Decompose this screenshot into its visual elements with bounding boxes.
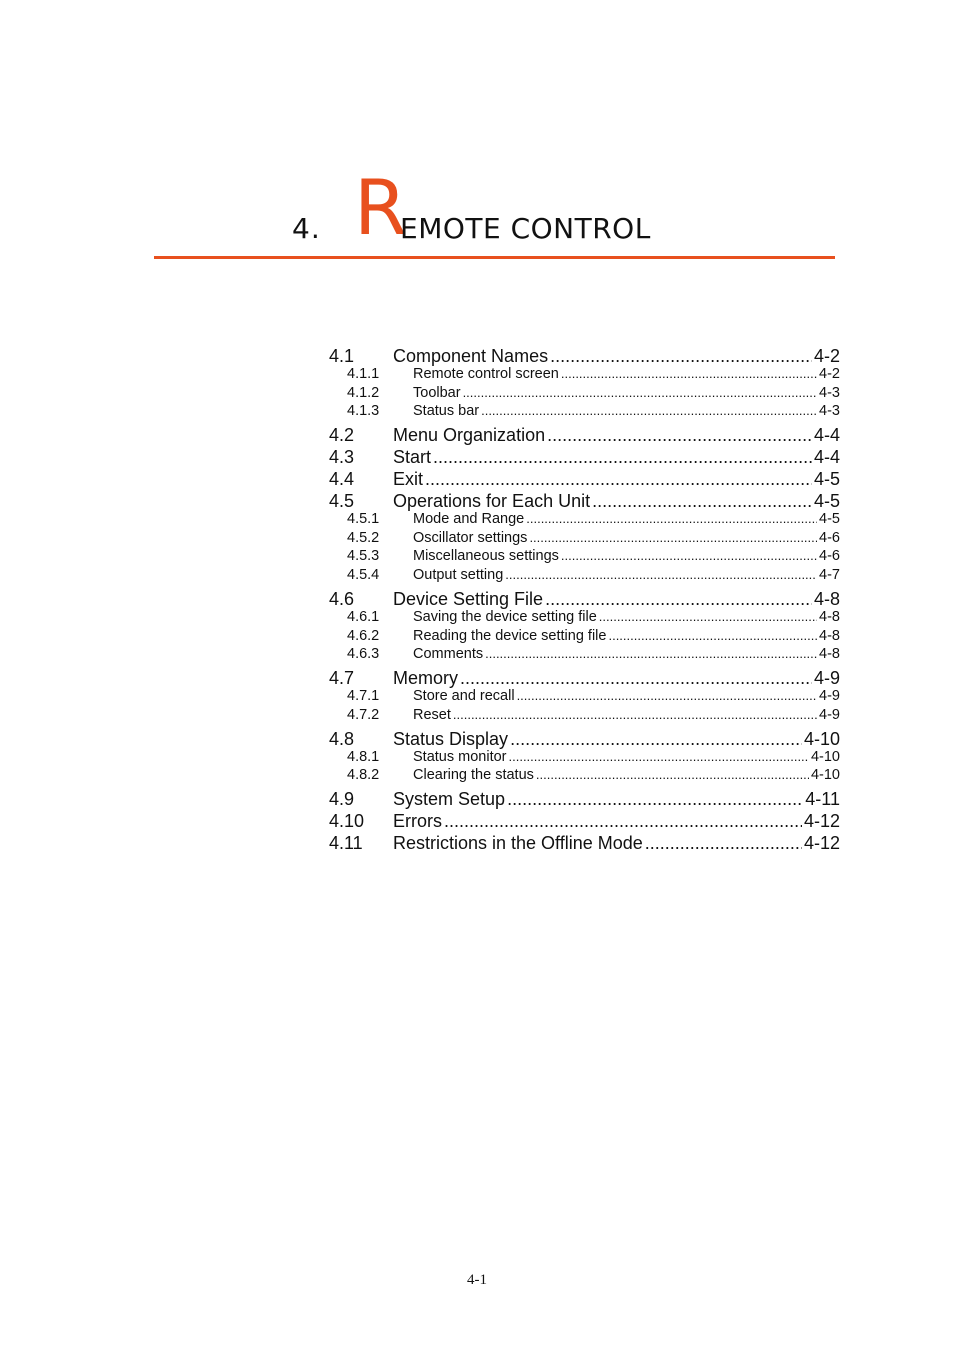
chapter-number: 4. — [292, 212, 321, 245]
toc-entry-number: 4.3 — [329, 447, 355, 468]
toc-entry-number: 4.5.1 — [347, 511, 380, 528]
toc-entry[interactable] — [329, 366, 840, 384]
toc-entry[interactable] — [329, 811, 840, 833]
toc-entry[interactable] — [329, 609, 840, 627]
toc-entry-label: Menu Organization — [393, 425, 546, 446]
toc-entry-label: Start — [393, 447, 432, 468]
toc-leader-dots — [517, 688, 817, 703]
toc-entry-label: Status bar — [413, 403, 480, 420]
toc-leader-dots — [526, 511, 817, 526]
page-number: 4-1 — [467, 1272, 487, 1288]
toc-entry-number: 4.1.2 — [347, 384, 380, 401]
toc-leader-dots — [547, 425, 812, 446]
toc-entry-label: Status Display — [393, 728, 509, 749]
toc-entry-number: 4.7.2 — [347, 706, 380, 723]
toc-leader-dots — [545, 589, 812, 610]
toc-entry[interactable] — [329, 646, 840, 664]
toc-entry-page: 4-11 — [805, 789, 840, 810]
toc-entry-number: 4.2 — [329, 425, 355, 446]
toc-entry-number: 4.4 — [329, 469, 355, 490]
toc-entry-number: 4.7 — [329, 668, 355, 689]
toc-entry-number: 4.6 — [329, 589, 355, 609]
toc-leader-dots — [561, 366, 817, 381]
toc-entry-label: Exit — [393, 469, 424, 490]
toc-entry-label: System Setup — [393, 789, 506, 810]
toc-leader-dots — [510, 729, 802, 750]
toc-entry-label: Store and recall — [413, 688, 515, 705]
toc-entry-number: 4.6.2 — [347, 627, 380, 644]
toc-entry[interactable] — [329, 491, 840, 513]
toc-entry-number: 4.1.1 — [347, 366, 380, 382]
toc-entry-number: 4.7.1 — [347, 688, 380, 705]
toc-entry-page: 4-8 — [819, 627, 840, 644]
toc-entry-page: 4-3 — [819, 384, 840, 401]
toc-entry-page: 4-10 — [810, 767, 840, 784]
toc-leader-dots — [505, 567, 817, 582]
toc-leader-dots — [536, 767, 809, 782]
toc-leader-dots — [425, 469, 812, 490]
toc-entry[interactable] — [329, 668, 840, 690]
toc-leader-dots — [485, 646, 817, 661]
toc-entry-page: 4-8 — [813, 589, 840, 609]
toc-entry[interactable] — [329, 729, 840, 751]
toc-leader-dots — [645, 833, 802, 854]
toc-entry[interactable] — [329, 346, 840, 368]
toc-entry-number: 4.1.3 — [347, 403, 380, 420]
toc-leader-dots — [481, 403, 817, 418]
toc-leader-dots — [453, 707, 817, 722]
toc-entry-number: 4.8.2 — [347, 767, 380, 784]
toc-entry-label: Reading the device setting file — [413, 627, 607, 644]
toc-entry-label: Memory — [393, 668, 459, 689]
toc-entry-label: Miscellaneous settings — [413, 548, 559, 565]
toc-leader-dots — [561, 548, 817, 563]
toc-entry-page: 4-6 — [819, 529, 840, 546]
toc-leader-dots — [433, 447, 812, 468]
toc-entry-page: 4-8 — [819, 646, 840, 663]
toc-entry-label: Errors — [393, 811, 442, 832]
toc-entry-page: 4-5 — [819, 511, 840, 528]
toc-entry-number: 4.5.2 — [347, 529, 380, 546]
toc-entry[interactable] — [329, 767, 840, 785]
toc-leader-dots — [460, 668, 812, 689]
toc-entry-label: Oscillator settings — [413, 529, 528, 546]
toc-entry-page: 4-8 — [819, 609, 840, 625]
toc-entry-label: Comments — [413, 646, 484, 663]
toc-entry[interactable] — [329, 707, 840, 725]
toc-entry[interactable] — [329, 749, 840, 767]
toc-entry-page: 4-2 — [819, 366, 840, 382]
toc-leader-dots — [444, 811, 802, 832]
toc-entry-page: 4-10 — [803, 728, 840, 749]
toc-entry-label: Clearing the status — [413, 767, 534, 784]
toc-entry-label: Reset — [413, 706, 451, 723]
toc-entry-number: 4.10 — [329, 811, 365, 832]
toc-entry-page: 4-10 — [810, 748, 840, 765]
toc-entry-label: Toolbar — [413, 384, 461, 401]
toc-leader-dots — [507, 789, 803, 810]
toc-leader-dots — [463, 385, 817, 400]
toc-entry-number: 4.5.4 — [347, 567, 380, 583]
chapter-title-rest: EMOTE CONTROL — [400, 212, 651, 245]
toc-entry[interactable] — [329, 589, 840, 611]
toc-entry-label: Remote control screen — [413, 366, 559, 382]
toc-entry-number: 4.5 — [329, 491, 355, 512]
toc-entry-label: Mode and Range — [413, 511, 525, 528]
toc-leader-dots — [509, 749, 809, 764]
toc-entry[interactable] — [329, 567, 840, 585]
toc-entry-page: 4-12 — [803, 811, 840, 832]
toc-entry-label: Status monitor — [413, 748, 507, 765]
toc-entry-number: 4.6.1 — [347, 609, 380, 625]
toc-leader-dots — [592, 491, 812, 512]
toc-entry-number: 4.5.3 — [347, 548, 380, 565]
toc-entry-label: Device Setting File — [393, 589, 544, 609]
toc-entry-label: Operations for Each Unit — [393, 491, 591, 512]
toc-entry-page: 4-4 — [813, 447, 840, 468]
toc-entry[interactable] — [329, 548, 840, 566]
toc-leader-dots — [608, 628, 817, 643]
toc-entry-number: 4.1 — [329, 346, 355, 366]
toc-entry[interactable] — [329, 385, 840, 403]
toc-entry-page: 4-3 — [819, 403, 840, 420]
toc-entry[interactable] — [329, 511, 840, 529]
toc-entry-label: Output setting — [413, 567, 504, 583]
toc-entry[interactable] — [329, 833, 840, 855]
toc-entry-label: Saving the device setting file — [413, 609, 597, 625]
toc-entry[interactable] — [329, 403, 840, 421]
toc-entry-label: Component Names — [393, 346, 549, 366]
toc-entry-number: 4.6.3 — [347, 646, 380, 663]
toc-entry-page: 4-12 — [803, 833, 840, 854]
toc-entry-page: 4-9 — [819, 688, 840, 705]
toc-entry[interactable] — [329, 628, 840, 646]
toc-entry[interactable] — [329, 530, 840, 548]
toc-entry-number: 4.8 — [329, 728, 355, 749]
chapter-title-rule — [154, 256, 835, 259]
toc-leader-dots — [529, 530, 817, 545]
toc-entry-page: 4-6 — [819, 548, 840, 565]
toc-entry[interactable] — [329, 425, 840, 447]
toc-entry[interactable] — [329, 447, 840, 469]
toc-entry[interactable] — [329, 688, 840, 706]
toc-entry-number: 4.8.1 — [347, 748, 380, 765]
toc-entry-number: 4.11 — [329, 833, 363, 854]
toc-entry-number: 4.9 — [329, 789, 355, 810]
toc-entry-page: 4-2 — [813, 346, 840, 366]
toc-leader-dots — [599, 609, 817, 624]
toc-entry-page: 4-7 — [819, 567, 840, 583]
toc-entry-page: 4-5 — [813, 491, 840, 512]
toc-entry-page: 4-4 — [813, 425, 840, 446]
toc-entry-label: Restrictions in the Offline Mode — [393, 833, 643, 854]
toc-entry[interactable] — [329, 469, 840, 491]
chapter-title-initial: R — [354, 163, 407, 252]
toc-leader-dots — [550, 346, 812, 367]
toc-entry-page: 4-9 — [819, 706, 840, 723]
toc-entry[interactable] — [329, 789, 840, 811]
toc-entry-page: 4-5 — [813, 469, 840, 490]
toc-entry-page: 4-9 — [813, 668, 840, 689]
